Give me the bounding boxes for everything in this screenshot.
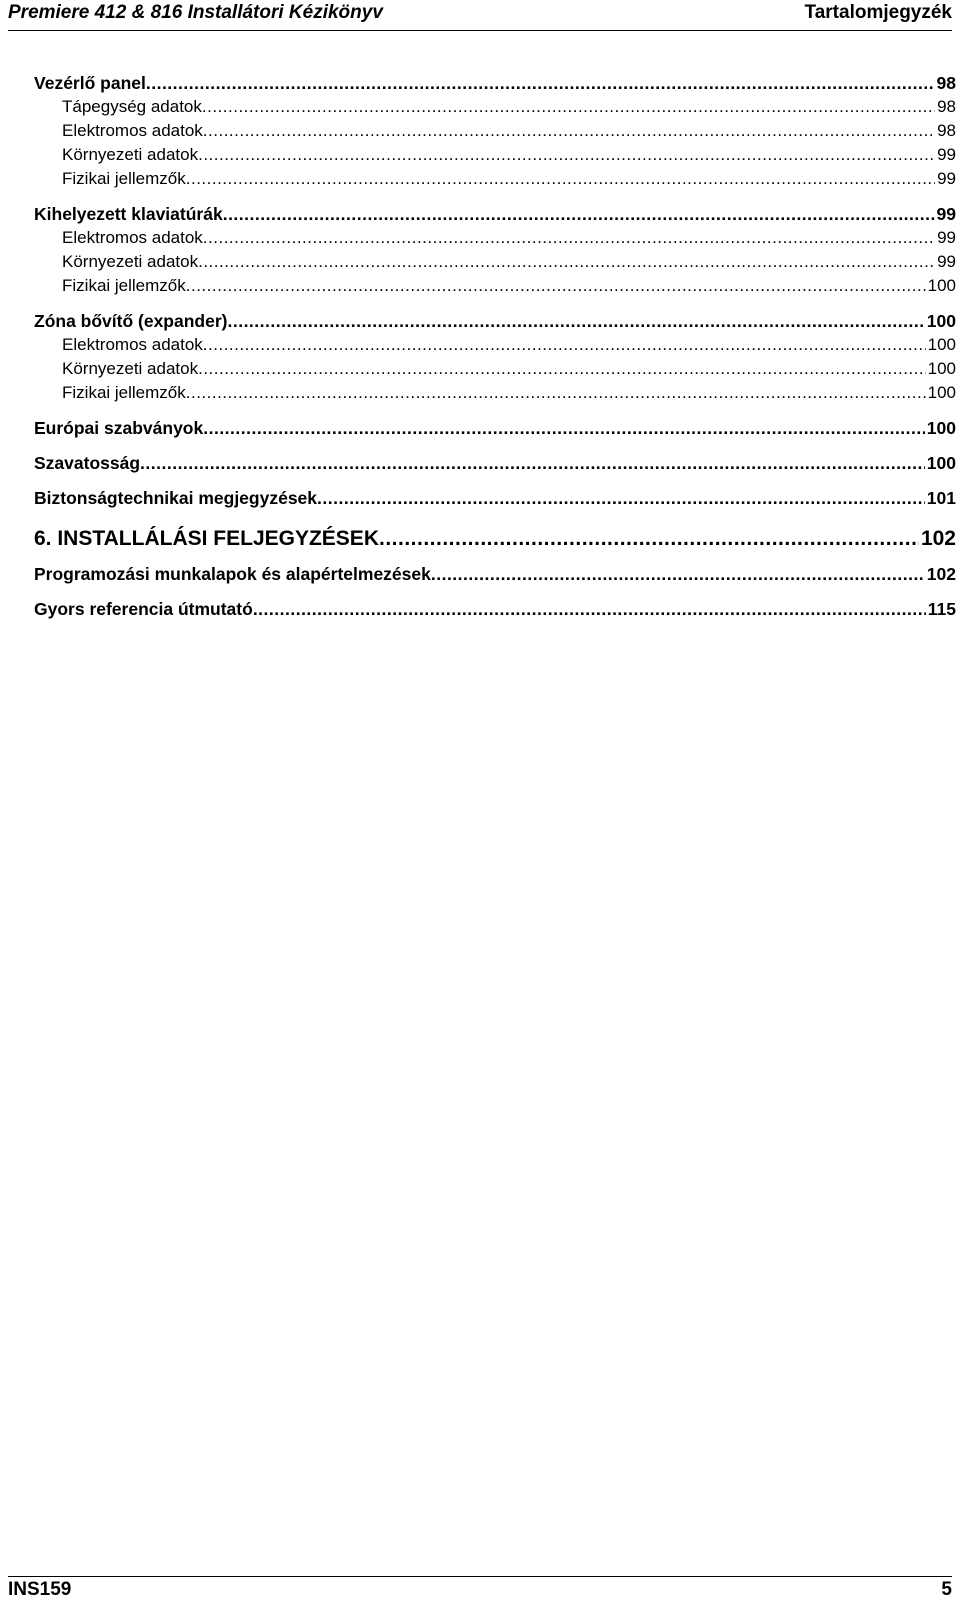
page-footer xyxy=(8,1576,952,1607)
toc-entry[interactable] xyxy=(34,562,956,586)
toc-dot-leader xyxy=(203,333,926,357)
toc-entry-page: 101 xyxy=(926,488,956,508)
table-of-contents xyxy=(34,71,956,621)
toc-dot-leader xyxy=(140,451,925,475)
toc-entry-title: Szavatosság xyxy=(34,453,141,473)
toc-entry[interactable] xyxy=(34,416,956,440)
toc-dot-leader xyxy=(198,143,935,167)
toc-entry[interactable] xyxy=(34,167,956,191)
toc-dot-leader xyxy=(198,357,926,381)
toc-entry[interactable] xyxy=(34,486,956,510)
toc-entry-page: 100 xyxy=(927,335,956,354)
toc-entry[interactable] xyxy=(34,95,956,119)
toc-entry-page: 100 xyxy=(927,276,956,295)
toc-entry-title: Környezeti adatok xyxy=(62,145,199,164)
toc-entry[interactable] xyxy=(34,309,956,333)
toc-entry-title: Vezérlő panel xyxy=(34,73,146,93)
toc-entry-page: 100 xyxy=(926,418,956,438)
toc-entry-page: 98 xyxy=(937,121,956,140)
toc-dot-leader xyxy=(431,562,925,586)
toc-entry-title: Elektromos adatok xyxy=(62,228,203,247)
page-number: 5 xyxy=(941,1579,952,1600)
toc-entry[interactable] xyxy=(34,524,956,554)
toc-entry-title: Zóna bővítő (expander) xyxy=(34,311,228,331)
toc-entry-title: Gyors referencia útmutató xyxy=(34,599,253,619)
toc-entry[interactable] xyxy=(34,119,956,143)
toc-entry-title: 6. INSTALLÁLÁSI FELJEGYZÉSEK xyxy=(34,527,379,550)
toc-dot-leader xyxy=(223,202,935,226)
toc-entry[interactable] xyxy=(34,451,956,475)
toc-dot-leader xyxy=(202,95,935,119)
toc-dot-leader xyxy=(203,226,935,250)
document-title: Premiere 412 & 816 Installátori Kézikönyv xyxy=(8,2,383,23)
toc-entry-title: Elektromos adatok xyxy=(62,121,203,140)
toc-dot-leader xyxy=(227,309,924,333)
toc-entry[interactable] xyxy=(34,143,956,167)
toc-dot-leader xyxy=(186,381,926,405)
toc-entry[interactable] xyxy=(34,250,956,274)
toc-entry[interactable] xyxy=(34,274,956,298)
toc-entry-page: 99 xyxy=(937,252,956,271)
toc-entry-title: Fizikai jellemzők xyxy=(62,169,186,188)
toc-entry-page: 100 xyxy=(926,453,956,473)
toc-entry-title: Tápegység adatok xyxy=(62,97,202,116)
toc-entry-page: 100 xyxy=(927,383,956,402)
toc-entry-page: 102 xyxy=(926,564,956,584)
toc-entry-page: 98 xyxy=(937,97,956,116)
toc-dot-leader xyxy=(146,71,935,95)
toc-entry-title: Elektromos adatok xyxy=(62,335,203,354)
toc-dot-leader xyxy=(198,250,935,274)
toc-entry[interactable] xyxy=(34,597,956,621)
toc-entry-title: Kihelyezett klaviatúrák xyxy=(34,204,223,224)
toc-dot-leader xyxy=(379,524,919,554)
toc-entry-page: 102 xyxy=(920,527,956,550)
toc-entry-page: 99 xyxy=(937,145,956,164)
toc-dot-leader xyxy=(317,486,925,510)
toc-entry[interactable] xyxy=(34,71,956,95)
section-title: Tartalomjegyzék xyxy=(804,2,952,23)
toc-entry-page: 99 xyxy=(937,228,956,247)
toc-dot-leader xyxy=(186,274,926,298)
toc-entry-page: 100 xyxy=(926,311,956,331)
toc-entry-title: Fizikai jellemzők xyxy=(62,276,186,295)
toc-entry-title: Környezeti adatok xyxy=(62,252,199,271)
toc-dot-leader xyxy=(253,597,926,621)
toc-entry[interactable] xyxy=(34,357,956,381)
toc-entry-title: Biztonságtechnikai megjegyzések xyxy=(34,488,318,508)
toc-entry-page: 115 xyxy=(927,599,956,619)
toc-entry[interactable] xyxy=(34,202,956,226)
toc-entry-page: 99 xyxy=(937,169,956,188)
toc-dot-leader xyxy=(186,167,935,191)
toc-dot-leader xyxy=(203,119,935,143)
toc-entry-title: Környezeti adatok xyxy=(62,359,199,378)
toc-entry-title: Programozási munkalapok és alapértelmezések xyxy=(34,564,431,584)
toc-entry[interactable] xyxy=(34,381,956,405)
page-header xyxy=(8,0,952,31)
toc-dot-leader xyxy=(203,416,925,440)
toc-entry-title: Fizikai jellemzők xyxy=(62,383,186,402)
document-code: INS159 xyxy=(8,1579,72,1600)
toc-entry-title: Európai szabványok xyxy=(34,418,204,438)
toc-entry[interactable] xyxy=(34,333,956,357)
toc-entry-page: 100 xyxy=(927,359,956,378)
toc-entry[interactable] xyxy=(34,226,956,250)
toc-entry-page: 99 xyxy=(936,204,956,224)
toc-entry-page: 98 xyxy=(936,73,956,93)
